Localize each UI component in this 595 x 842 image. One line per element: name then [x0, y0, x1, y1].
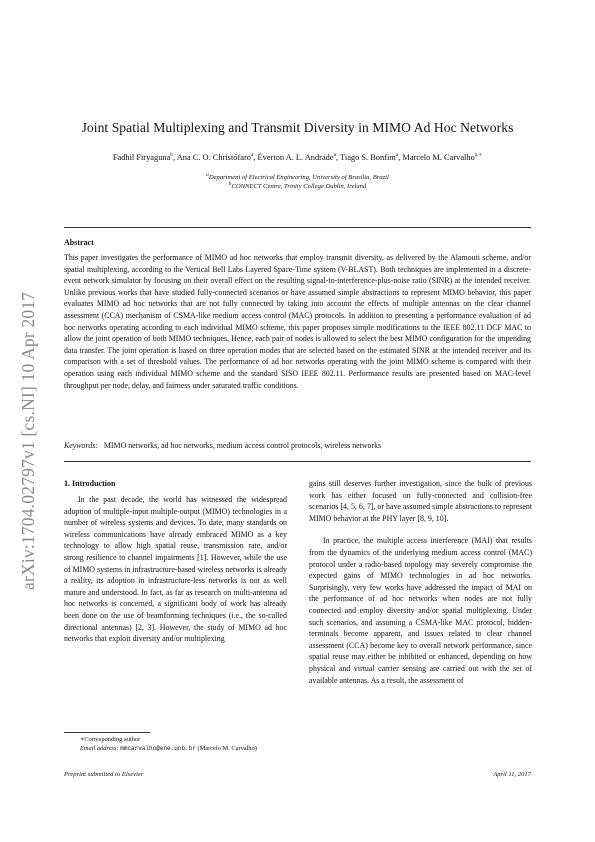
intro-paragraph: gains still deserves further investigation, since the bulk of previous work has either focused on fully-connected and collision-free scenarios [4, 5, 6, 7], or have assumed simple abstractions to represent MIMO behavior at the PHY layer [8, 9, 10].: [309, 479, 532, 523]
affiliation-text: Department of Electrical Engineering, University of Brasília, Brazil: [208, 174, 389, 182]
intro-paragraph: In the past decade, the world has witnessed the widespread adoption of multiple-input multiple-output (MIMO) technologies in a number of wireless systems and devices. To date, many standards on wireless communications have already embraced MIMO as a key technology to allow high spatial reuse, transmission rate, and/or strong resilience to channel impairments [1]. However, while the use of MIMO systems in infrastructure-based wireless networks is already a reality, its adoption in infrastructure-less networks is not as well mature and understood. In fact, as far as research on multi-antenna ad hoc networks is concerned, a significant body of work has already been done on the use of beamforming techniques (i.e., the so-called directional antennas) [2, 3]. However, the study of MIMO ad hoc networks that exploit diversity and/or multiplexing: [64, 495, 287, 644]
intro-paragraph: In practice, the multiple access interference (MAI) that results from the dynamics of the underlying medium access control (MAC) protocol under a radio-based topology may severely compromise the expected gains of MIMO technologies in ad hoc networks. Surprisingly, very few works have addressed the impact of MAI on the performance of ad hoc networks when nodes are not fully connected and employ diversity and/or spatial multiplexing. Under such scenarios, and assuming a CSMA-like MAC protocol, hidden-terminals become apparent, and issues related to clear channel assessment (CCA) become key to overall network performance, since spatial reuse may either be inhibited or enhanced, depending on how physical and virtual carrier sensing are carried out with the set of available antennas. As a result, the assessment of: [309, 536, 532, 685]
column-right: [309, 478, 532, 698]
author: Tiago S. Bonfim: [340, 152, 396, 162]
author-sup: a,∗: [474, 152, 483, 158]
abstract-top-rule: [64, 227, 531, 228]
keywords-text: MIMO networks, ad hoc networks, medium access control protocols, wireless networks: [103, 441, 382, 450]
affiliation-text: CONNECT Centre, Trinity College Dublin, Ireland: [231, 183, 367, 191]
affiliation: [0, 181, 595, 190]
author: Fadhil Firyaguna: [112, 152, 171, 162]
author-sup: a: [395, 152, 399, 158]
author: Marcelo M. Carvalho: [402, 152, 475, 162]
author-sup: b: [170, 152, 173, 158]
email-name: (Marcelo M. Carvalho): [197, 745, 257, 752]
footer-preprint: Preprint submitted to Elsevier: [64, 771, 144, 778]
section-heading: 1. Introduction: [64, 479, 116, 488]
author-sup: a: [333, 152, 336, 158]
email-label: Email address:: [80, 745, 119, 752]
email-address[interactable]: mmcarvalho@ene.unb.br: [120, 745, 196, 752]
author-list: Fadhil Firyaguna$^b$, Ana C. O. Christófaro$^a$, Éverton A. L. Andrade$^a$, Tiago S. Bonfim$^a$, Marcelo M. Carvalho$^{a,∗}$: [112, 152, 483, 162]
footnote-email: [80, 744, 287, 753]
footnote-rule: [64, 732, 150, 733]
abstract-body: This paper investigates the performance of MIMO ad hoc networks that employ transmit diversity, as delivered by the Alamouti scheme, and/or spatial multiplexing, according to the Vertical Bell Labs Layered Space-Time system (V-BLAST). Both techniques are implemented in a discrete-event network simulator by focusing on their overall effect on the resulting signal-to-interference-plus-noise ratio (SINR) at the intended receiver. Unlike previous works that have studied fully-connected scenarios or have assumed simple abstractions to represent MIMO behavior, this paper evaluates MIMO ad hoc networks that are not fully connected by taking into account the effects of multiple antennas on the clear channel assessment (CCA) mechanism of CSMA-like medium access control (MAC) protocols. In addition to presenting a performance evaluation of ad hoc networks operating according to each individual MIMO scheme, this paper proposes simple modifications to the IEEE 802.11 DCF MAC to allow the joint operation of both MIMO techniques. Hence, each pair of nodes is allowed to select the best MIMO configuration for the impending data transfer. The joint operation is based on three operation modes that are selected based on the estimated SINR at the intended receiver and its comparison with a set of threshold values. The performance of ad hoc networks operating with the joint MIMO scheme is compared with their operation using each individual MIMO scheme and the standard SISO IEEE 802.11. Performance results are presented based on MAC-level throughput per node, delay, and fairness under saturated traffic conditions.: [64, 253, 531, 390]
author: Éverton A. L. Andrade: [257, 152, 334, 162]
author-sup: a: [250, 152, 254, 158]
author: Ana C. O. Christófaro: [176, 152, 251, 162]
arxiv-stamp: [6, 262, 46, 592]
column-left: [64, 494, 287, 674]
abstract-bottom-rule: [64, 461, 531, 462]
abstract-heading: Abstract: [64, 238, 94, 247]
affiliation-sup: b: [228, 181, 232, 187]
paper-title: Joint Spatial Multiplexing and Transmit Diversity in MIMO Ad Hoc Networks: [81, 120, 514, 135]
affiliation-sup: a: [206, 172, 209, 178]
arxiv-id: arXiv:1704.02797v1 [cs.NI] 10 Apr 2017: [18, 291, 38, 590]
keywords: [64, 441, 531, 450]
footer-date: April 11, 2017: [493, 771, 531, 778]
keywords-label: Keywords:: [64, 441, 98, 450]
affiliation: [0, 172, 595, 181]
footnote-corresponding: ∗Corresponding author: [80, 736, 141, 743]
